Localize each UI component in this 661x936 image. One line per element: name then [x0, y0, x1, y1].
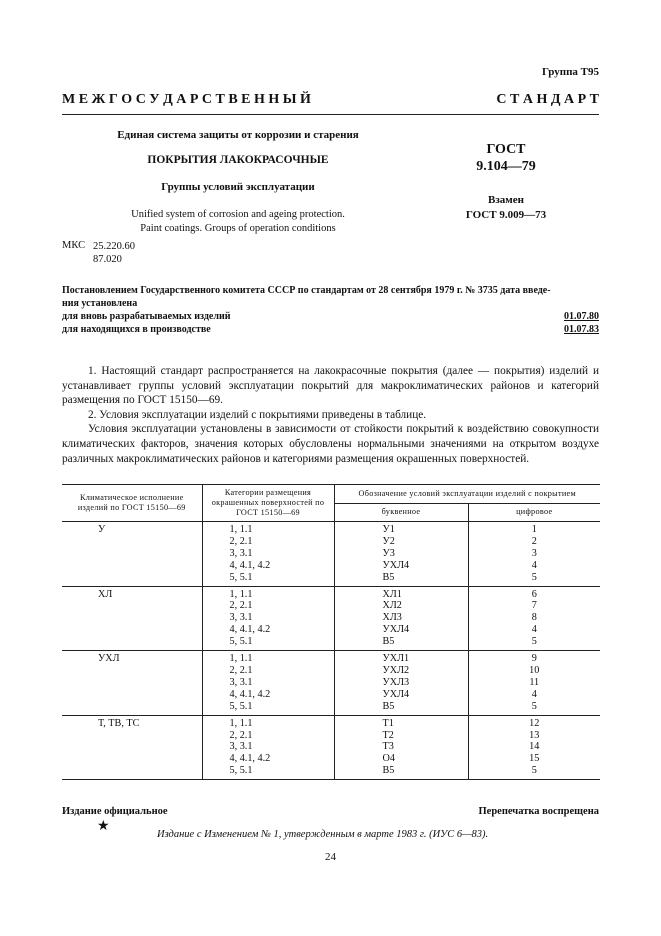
- mks-label: МКС: [62, 240, 86, 251]
- star-icon: ★: [97, 819, 110, 834]
- system-name: Единая система защиты от коррозии и старения: [117, 129, 359, 141]
- banner-word-interstate: М Е Ж Г О С У Д А Р С Т В Е Н Н Ы Й: [62, 92, 311, 107]
- cell-climate: УХЛ: [62, 651, 202, 716]
- cell-categories: 1, 1.1 2, 2.1 3, 3.1 4, 4.1, 4.2 5, 5.1: [202, 651, 334, 716]
- new-products-date: 01.07.80: [564, 311, 599, 322]
- cell-climate: Т, ТВ, ТС: [62, 715, 202, 780]
- document-title: ПОКРЫТИЯ ЛАКОКРАСОЧНЫЕ: [147, 154, 329, 166]
- conditions-table: [62, 484, 600, 780]
- decree-line-2: ния установлена: [62, 298, 138, 309]
- cell-climate: ХЛ: [62, 586, 202, 651]
- replaces-number: ГОСТ 9.009—73: [465, 209, 547, 221]
- banner-word-standard: С Т А Н Д А Р Т: [496, 92, 599, 107]
- header-digital: цифровое: [468, 503, 600, 522]
- banner-rule: [62, 114, 599, 115]
- amendment-note: Издание с Изменением № 1, утвержденным в марте 1983 г. (ИУС 6—83).: [157, 829, 489, 840]
- cell-digital-codes: 1 2 3 4 5: [468, 522, 600, 587]
- page-number: 24: [325, 851, 336, 863]
- official-edition: Издание официальное: [62, 806, 168, 817]
- english-title-line-1: Unified system of corrosion and ageing protection.: [131, 209, 345, 220]
- cell-digital-codes: 6 7 8 4 5: [468, 586, 600, 651]
- group-code: Группа Т95: [541, 66, 599, 78]
- reprint-prohibited: Перепечатка воспрещена: [478, 806, 599, 817]
- cell-letter-codes: Т1 Т2 Т3 О4 В5: [334, 715, 468, 780]
- gost-designation: [441, 141, 571, 175]
- standard-banner: [62, 92, 599, 108]
- replaces-block: [441, 193, 571, 223]
- paragraph-2: 2. Условия эксплуатации изделий с покрытиями приведены в таблице.: [88, 408, 427, 421]
- cell-digital-codes: 12 13 14 15 5: [468, 715, 600, 780]
- body-text: [62, 364, 599, 466]
- decree-in-production: [62, 323, 599, 336]
- new-products-label: для вновь разрабатываемых изделий: [62, 311, 231, 322]
- mks-code: 25.220.60: [93, 241, 135, 252]
- in-production-label: для находящихся в производстве: [62, 324, 211, 335]
- decree-block: [62, 284, 599, 336]
- table-row: [62, 586, 600, 651]
- decree-new-products: [62, 310, 599, 323]
- paragraph-3: Условия эксплуатации установлены в зависимости от стойкости покрытий к воздействию совокупности климатических факторов, значения которых обусловлены нормальными значениями на открытом воздухе различных макроклиматических районов и категориями размещения окрашенных поверхностей.: [62, 423, 599, 465]
- mks-code: 87.020: [93, 254, 122, 265]
- gost-number: 9.104—79: [476, 159, 536, 174]
- paragraph-1: 1. Настоящий стандарт распространяется на лакокрасочные покрытия (далее — покрытия) изделий и устанавливает группы условий эксплуатации покрытий для макроклиматических районов и категорий размещения по ГОСТ 15150—69.: [62, 365, 599, 407]
- mks-codes: [93, 240, 135, 266]
- header-climate: Климатическое исполнение изделий по ГОСТ 15150—69: [62, 485, 202, 522]
- table-row: [62, 715, 600, 780]
- gost-label: ГОСТ: [486, 142, 526, 157]
- english-title-line-2: Paint coatings. Groups of operation conditions: [140, 223, 336, 234]
- table-row: [62, 522, 600, 587]
- replaces-label: Взамен: [488, 194, 524, 206]
- cell-letter-codes: У1 У2 У3 УХЛ4 В5: [334, 522, 468, 587]
- cell-letter-codes: УХЛ1 УХЛ2 УХЛ3 УХЛ4 В5: [334, 651, 468, 716]
- cell-categories: 1, 1.1 2, 2.1 3, 3.1 4, 4.1, 4.2 5, 5.1: [202, 522, 334, 587]
- header-category: Категории размещения окрашенных поверхностей по ГОСТ 15150—69: [202, 485, 334, 522]
- cell-climate: У: [62, 522, 202, 587]
- cell-categories: 1, 1.1 2, 2.1 3, 3.1 4, 4.1, 4.2 5, 5.1: [202, 586, 334, 651]
- table-row: [62, 651, 600, 716]
- header-letter: буквенное: [334, 503, 468, 522]
- cell-digital-codes: 9 10 11 4 5: [468, 651, 600, 716]
- cell-letter-codes: ХЛ1 ХЛ2 ХЛ3 УХЛ4 В5: [334, 586, 468, 651]
- in-production-date: 01.07.83: [564, 324, 599, 335]
- header-designation: Обозначение условий эксплуатации изделий с покрытием: [334, 485, 600, 504]
- cell-categories: 1, 1.1 2, 2.1 3, 3.1 4, 4.1, 4.2 5, 5.1: [202, 715, 334, 780]
- decree-line-1: Постановлением Государственного комитета СССР по стандартам от 28 сентября 1979 г. № 3735 дата введе-: [62, 285, 551, 296]
- document-subtitle: Группы условий эксплуатации: [161, 181, 315, 193]
